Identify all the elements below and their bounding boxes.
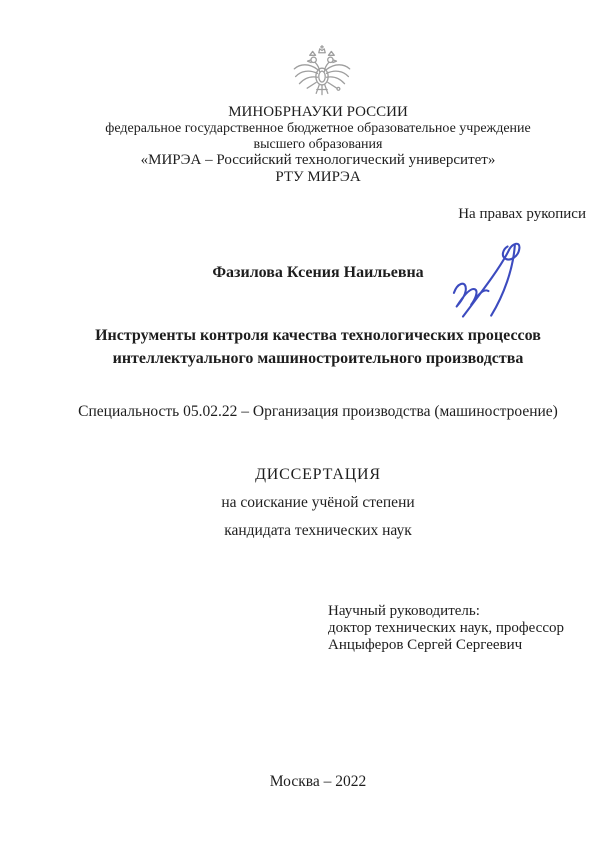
university-short-name: РТУ МИРЭА [275,169,361,185]
manuscript-rights-note: На правах рукописи [458,206,586,222]
author-name: Фазилова Ксения Наильевна [212,264,424,281]
header-block [36,104,600,186]
city-year: Москва – 2022 [269,773,367,790]
dissertation-title [36,324,600,370]
supervisor-degree: доктор технических наук, профессор [328,620,565,636]
title-line-2: интеллектуального машиностроительного производства [112,350,524,367]
ministry-name: МИНОБРНАУКИ РОССИИ [228,104,408,120]
degree-line-1: на соискание учёной степени [221,494,415,511]
institution-line-1: федеральное государственное бюджетное образовательное учреждение [105,121,531,136]
supervisor-block [328,603,564,654]
institution-line-2: высшего образования [253,136,383,152]
degree-block [36,461,600,545]
coat-of-arms-eagle-icon [289,45,355,103]
supervisor-label: Научный руководитель: [328,603,480,619]
supervisor-name: Анцыферов Сергей Сергеевич [328,637,523,653]
degree-line-2: кандидата технических наук [224,522,412,539]
specialty-line: Специальность 05.02.22 – Организация производства (машиностроение) [78,403,558,420]
document-type: ДИССЕРТАЦИЯ [255,466,381,483]
university-name: «МИРЭА – Российский технологический университет» [140,152,496,168]
title-line-1: Инструменты контроля качества технологических процессов [95,327,541,344]
